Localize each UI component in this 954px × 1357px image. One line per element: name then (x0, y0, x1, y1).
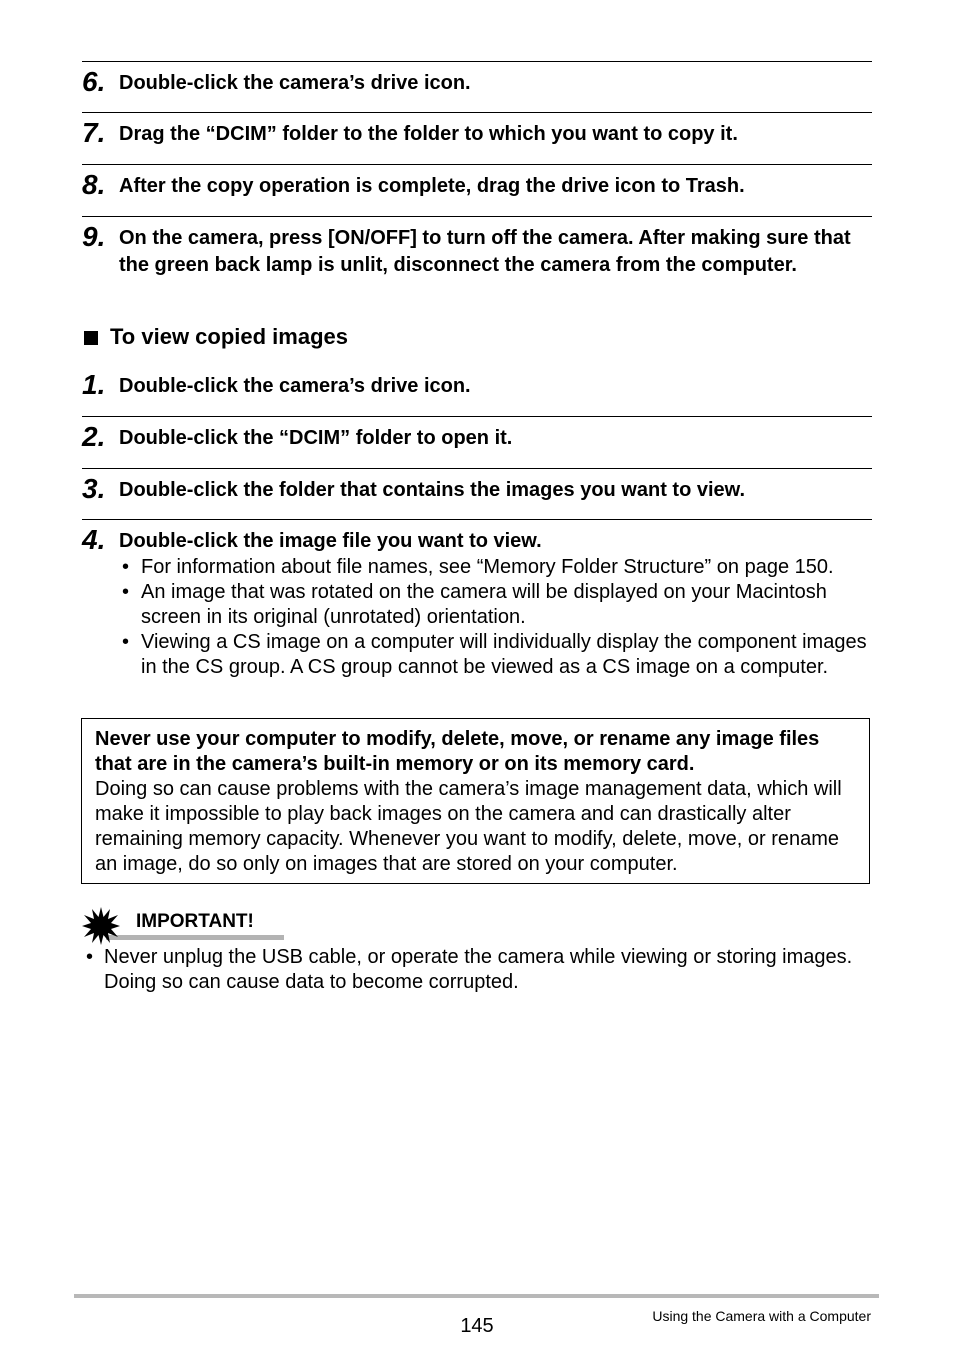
list-item (120, 630, 880, 680)
step-number: 2. (82, 421, 106, 452)
step-text: Double-click the folder that contains the images you want to view. (119, 479, 746, 501)
step-number: 6. (82, 66, 106, 97)
section-heading (84, 323, 348, 351)
list-item (120, 555, 880, 580)
step-number: 3. (82, 473, 106, 504)
step-number: 1. (82, 369, 106, 400)
bullet-text: Viewing a CS image on a computer will individually display the component images in the CS group. A CS group cannot be viewed as a CS image on a computer. (141, 631, 867, 678)
bullet-dot: • (122, 631, 130, 653)
step-4 (82, 519, 872, 555)
step-text: Double-click the “DCIM” folder to open it. (119, 427, 513, 449)
step-text: After the copy operation is complete, drag the drive icon to Trash. (119, 175, 745, 197)
step-number: 8. (82, 169, 106, 200)
step-text: Double-click the image file you want to view. (119, 530, 542, 552)
bullet-dot: • (122, 581, 130, 603)
important-text: IMPORTANT! (136, 911, 254, 932)
step-3 (82, 468, 872, 504)
warning-body: Doing so can cause problems with the camera’s image management data, which will make it impossible to play back images on the camera and can drastically alter remaining memory capacity. Whenever you want to modify, delete, move, or rename an image, do so only on images that are stored on your computer. (95, 778, 842, 875)
step-text: On the camera, press [ON/OFF] to turn off the camera. After making sure that the green back lamp is unlit, disconnect the camera from the computer. (119, 227, 851, 276)
warning-box (81, 718, 870, 884)
step-2 (82, 416, 872, 452)
warning-heading: Never use your computer to modify, delete, move, or rename any image files that are in the camera’s built-in memory or on its memory card. (95, 728, 820, 775)
section-title: To view copied images (110, 324, 348, 349)
step-text: Double-click the camera’s drive icon. (119, 375, 471, 397)
important-label (82, 905, 292, 945)
footer-divider (74, 1294, 879, 1298)
step-number: 9. (82, 221, 106, 252)
step-text: Double-click the camera’s drive icon. (119, 72, 471, 94)
list-item (120, 580, 880, 630)
list-item (84, 945, 874, 995)
bullet-text: Never unplug the USB cable, or operate the camera while viewing or storing images. Doing so can cause data to become corrupted. (104, 946, 853, 993)
bullet-text: For information about file names, see “Memory Folder Structure” on page 150. (141, 556, 834, 578)
square-bullet-icon (84, 331, 98, 345)
bullet-dot: • (86, 946, 94, 968)
step-9 (82, 216, 872, 276)
step-7 (82, 112, 872, 148)
step-text: Drag the “DCIM” folder to the folder to which you want to copy it. (119, 123, 738, 145)
burst-icon (82, 907, 120, 945)
step-4-notes (120, 555, 880, 680)
step-8 (82, 164, 872, 200)
bullet-dot: • (122, 556, 130, 578)
step-number: 4. (82, 524, 106, 555)
step-number: 7. (82, 117, 106, 148)
bullet-text: An image that was rotated on the camera will be displayed on your Macintosh screen in its original (unrotated) orientation. (141, 581, 827, 628)
important-notes (84, 945, 874, 995)
important-underline (106, 935, 284, 940)
page-number: 145 (460, 1315, 494, 1337)
step-6 (82, 61, 872, 97)
chapter-title: Using the Camera with a Computer (652, 1308, 871, 1324)
